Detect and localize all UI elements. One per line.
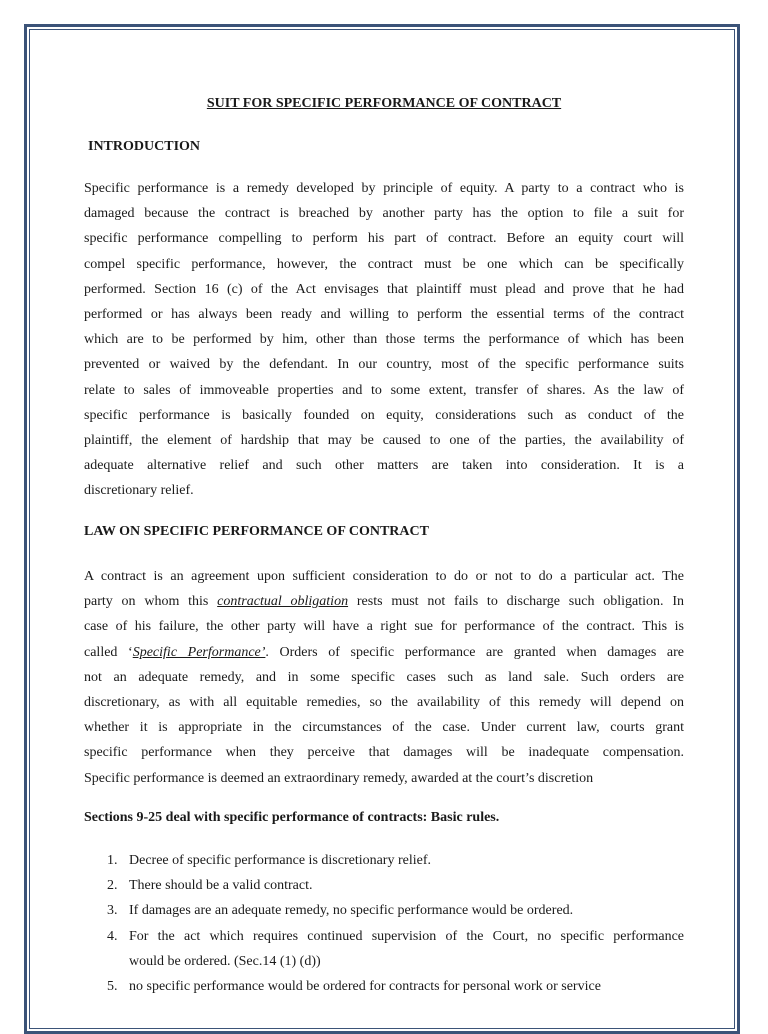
list-text: would be ordered. (Sec.14 (1) (d)) [129, 953, 321, 969]
list-item [84, 873, 684, 898]
list-number: 2. [107, 878, 118, 894]
list-number: 3. [107, 903, 118, 919]
text-line: A contract is an agreement upon sufficient consideration to do or not to do a particular act. The [84, 569, 684, 584]
law-paragraph [84, 564, 684, 791]
text-line: whether it is appropriate in the circumstances of the case. Under current law, courts grant [84, 720, 684, 736]
text-line: plaintiff, the element of hardship that may be caused to one of the parties, the availability of [84, 432, 684, 448]
text-segment: . Orders of specific performance are granted when damages are [265, 644, 685, 660]
law-heading: LAW ON SPECIFIC PERFORMANCE OF CONTRACT [84, 524, 429, 539]
basic-rules-list [84, 848, 684, 999]
list-item [84, 898, 684, 923]
text-line: specific performance when they perceive that damages will be inadequate compensation. [84, 745, 684, 761]
contractual-obligation-link[interactable]: contractual obligation [217, 594, 349, 610]
text-line: performed or has always been ready and willing to perform the essential terms of the contract [84, 306, 684, 322]
text-line: not an adequate remedy, and in some specific cases such as land sale. Such orders are [84, 669, 684, 685]
list-text: If damages are an adequate remedy, no specific performance would be ordered. [129, 903, 574, 919]
text-segment: called ‘ [84, 644, 133, 660]
text-line: adequate alternative relief and such other matters are taken into consideration. It is a [84, 458, 684, 474]
text-line: case of his failure, the other party will have a right sue for performance of the contract. This is [84, 619, 684, 635]
text-segment: rests must not fails to discharge such obligation. In [348, 594, 684, 610]
list-text: no specific performance would be ordered for contracts for personal work or service [129, 979, 601, 995]
list-item [84, 974, 684, 999]
text-segment: party on whom this [84, 594, 218, 610]
text-line: discretionary, as with all equitable remedies, so the availability of this remedy will depend on [84, 694, 684, 710]
list-text: For the act which requires continued supervision of the Court, no specific performance [129, 928, 684, 944]
text-line [84, 589, 684, 614]
text-line: specific performance is basically founded on equity, considerations such as conduct of the [84, 407, 684, 423]
text-line: prevented or waived by the defendant. In our country, most of the specific performance suits [84, 357, 684, 373]
text-line: compel specific performance, however, the contract must be one which can be specifically [84, 256, 684, 272]
introduction-paragraph [84, 176, 684, 503]
text-line: relate to sales of immoveable properties and to some extent, transfer of shares. As the law of [84, 382, 684, 398]
text-line: Specific performance is deemed an extraordinary remedy, awarded at the court’s discretion [84, 770, 594, 786]
list-text: Decree of specific performance is discretionary relief. [129, 853, 432, 868]
document-title: SUIT FOR SPECIFIC PERFORMANCE OF CONTRACT [206, 96, 562, 111]
list-text: There should be a valid contract. [129, 878, 313, 894]
list-number: 4. [107, 928, 118, 944]
list-number: 1. [107, 853, 118, 868]
specific-performance-link[interactable]: Specific Performance’ [132, 644, 266, 660]
introduction-heading: INTRODUCTION [88, 139, 201, 154]
text-line: damaged because the contract is breached by another party has the option to file a suit for [84, 206, 684, 222]
list-number: 5. [107, 979, 118, 995]
list-item [84, 924, 684, 974]
list-item [84, 848, 684, 873]
text-line: Specific performance is a remedy developed by principle of equity. A party to a contract who is [84, 181, 684, 196]
text-line: specific performance compelling to perform his part of contract. Before an equity court will [84, 231, 684, 247]
text-line: discretionary relief. [84, 483, 194, 499]
text-line: performed. Section 16 (c) of the Act envisages that plaintiff must plead and prove that he had [84, 281, 684, 297]
text-line [84, 640, 684, 665]
text-line: which are to be performed by him, other than those terms the performance of which has been [84, 332, 684, 348]
sections-heading: Sections 9-25 deal with specific performance of contracts: Basic rules. [84, 810, 500, 825]
